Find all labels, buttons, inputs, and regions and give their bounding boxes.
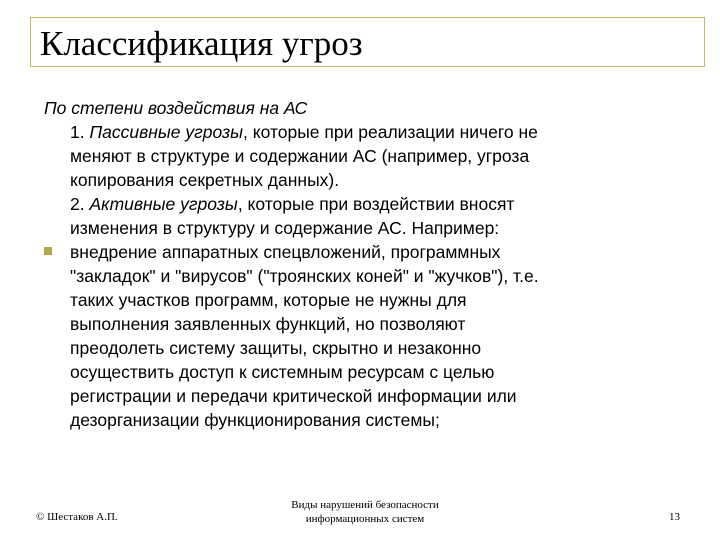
slide-title: Классификация угроз — [40, 24, 363, 63]
item-1-line-3: копирования секретных данных). — [70, 170, 340, 190]
page-number: 13 — [669, 511, 680, 523]
bullet-line: регистрации и передачи критической информации или — [70, 386, 517, 406]
bullet-line: внедрение аппаратных спецвложений, программных — [70, 242, 501, 262]
item-2-number: 2. — [70, 194, 90, 214]
item-1-number: 1. — [70, 122, 90, 142]
top-border — [30, 17, 705, 18]
bullet-line: преодолеть систему защиты, скрытно и незаконно — [70, 338, 482, 358]
item-1-line-1 — [70, 120, 700, 144]
title-underline — [30, 66, 705, 67]
footer-caption — [265, 498, 465, 526]
bullet-square-icon — [44, 247, 52, 255]
bullet-line: дезорганизации функционирования системы; — [70, 410, 440, 430]
bullet-line: таких участков программ, которые не нужны для — [70, 290, 467, 310]
item-2-line-1-rest: , которые при воздействии вносят — [237, 194, 515, 214]
item-2-term: Активные угрозы — [89, 194, 238, 214]
bullet-line: выполнения заявленных функций, но позволяют — [70, 314, 466, 334]
left-border — [30, 17, 31, 67]
item-1-term: Пассивные угрозы — [89, 122, 244, 142]
section-heading: По степени воздействия на АС — [44, 98, 308, 118]
right-border — [704, 17, 705, 67]
item-1-line-2: меняют в структуре и содержании АС (например, угроза — [70, 146, 530, 166]
item-2-line-1 — [70, 192, 700, 216]
item-2-line-2: изменения в структуру и содержание АС. Например: — [70, 218, 500, 238]
footer-author: © Шестаков А.П. — [36, 511, 118, 523]
footer-caption-line-2: информационных систем — [305, 513, 425, 525]
footer-caption-line-1: Виды нарушений безопасности — [291, 499, 439, 511]
bullet-line: осуществить доступ к системным ресурсам с целью — [70, 362, 495, 382]
bullet-line: "закладок" и "вирусов" ("троянских коней" и "жучков"), т.е. — [70, 266, 539, 286]
item-1-line-1-rest: , которые при реализации ничего не — [243, 122, 538, 142]
